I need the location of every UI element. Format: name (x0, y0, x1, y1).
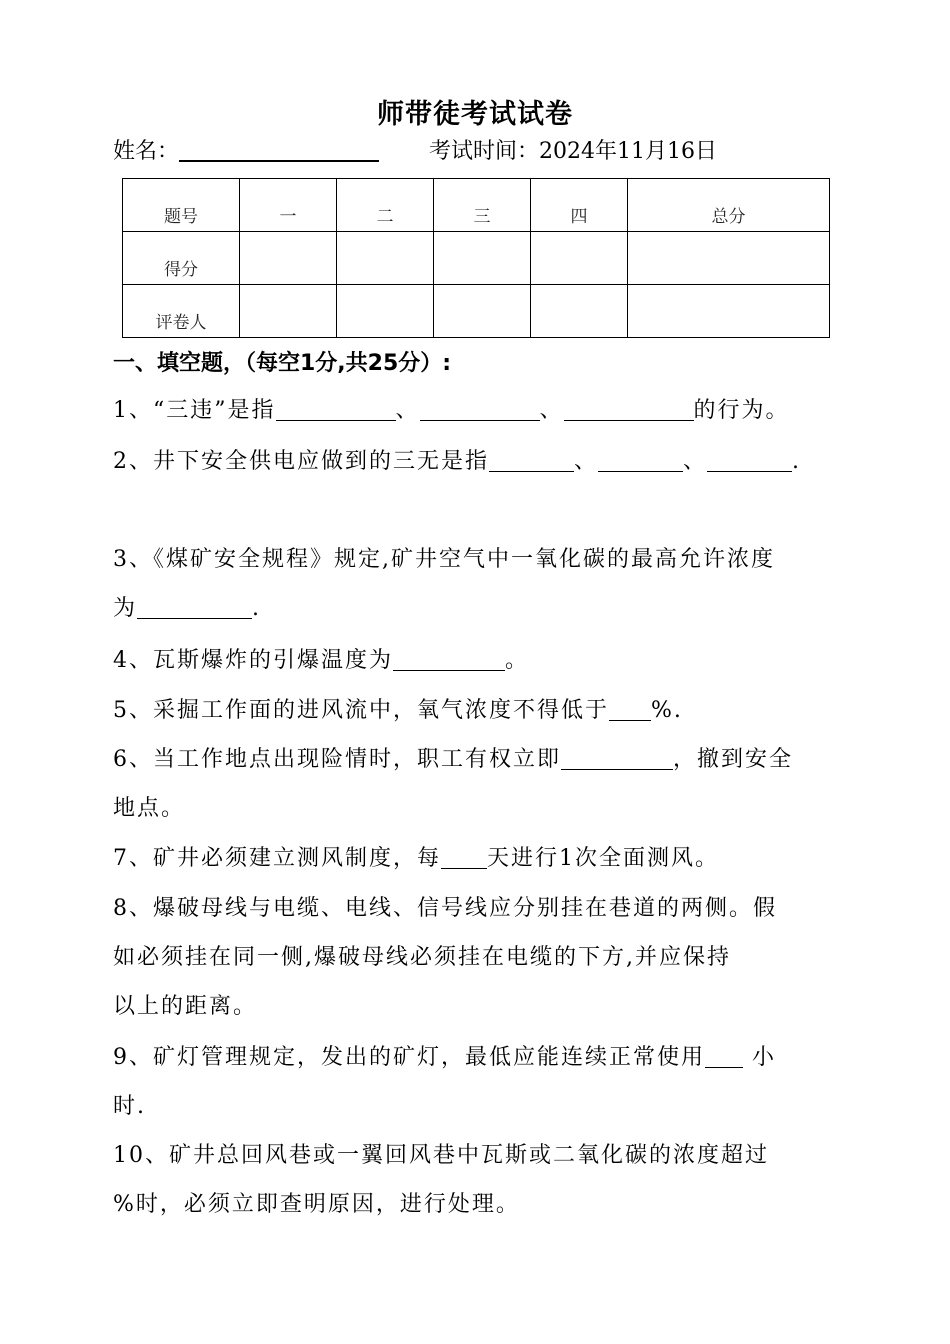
answer-blank (564, 398, 694, 421)
question-text: 地点。 (113, 796, 186, 821)
answer-blank (276, 398, 396, 421)
question-text: 3、《煤矿安全规程》规定,矿井空气中一氧化碳的最高允许浓度 (113, 547, 775, 572)
answer-blank (598, 449, 683, 472)
question-text: 7、矿井必须建立测风制度，每 (113, 846, 441, 871)
question-text: . (252, 596, 262, 621)
table-cell: 总分 (628, 179, 830, 232)
question-text: 、 (395, 398, 420, 423)
table-cell: 得分 (123, 232, 240, 285)
question-text: 9、矿灯管理规定，发出的矿灯，最低应能连续正常使用 (113, 1045, 705, 1070)
table-cell (531, 232, 628, 285)
table-cell (531, 285, 628, 338)
table-cell: 题号 (123, 179, 240, 232)
table-cell (240, 285, 337, 338)
score-table-header-row (123, 179, 830, 232)
page-title: 师带徒考试试卷 (377, 99, 573, 130)
table-cell (240, 232, 337, 285)
answer-blank (609, 698, 651, 721)
name-label: 姓名： (113, 139, 180, 164)
answer-blank (137, 596, 252, 619)
answer-blank (705, 1045, 743, 1068)
table-cell: 一 (240, 179, 337, 232)
answer-blank (420, 398, 540, 421)
question-9 (113, 1033, 843, 1131)
question-6 (113, 735, 843, 833)
question-text: ，撤到安全 (673, 747, 794, 772)
question-2 (113, 437, 843, 486)
answer-blank (489, 449, 574, 472)
question-text: . (792, 449, 802, 474)
question-text: 4、瓦斯爆炸的引爆温度为 (113, 648, 393, 673)
table-cell: 二 (337, 179, 434, 232)
table-cell (434, 232, 531, 285)
question-text: 。 (505, 648, 530, 673)
table-row (123, 285, 830, 338)
table-cell: 评卷人 (123, 285, 240, 338)
question-7 (113, 834, 843, 883)
table-cell (337, 232, 434, 285)
table-cell (434, 285, 531, 338)
question-text: %. (651, 698, 683, 723)
question-text: 小 (743, 1045, 776, 1070)
table-cell: 四 (531, 179, 628, 232)
table-cell (337, 285, 434, 338)
exam-info-line (113, 134, 717, 165)
exam-time-label: 考试时间：2024年11月16日 (429, 139, 717, 164)
question-text: 6、当工作地点出现险情时，职工有权立即 (113, 747, 561, 772)
question-text: 5、采掘工作面的进风流中，氧气浓度不得低于 (113, 698, 609, 723)
question-1 (113, 386, 843, 435)
question-text: 的行为。 (693, 398, 790, 423)
table-cell (628, 285, 830, 338)
question-text: 以上的距离。 (113, 994, 258, 1019)
answer-blank (393, 648, 505, 671)
question-text: 如必须挂在同一侧,爆破母线必须挂在电缆的下方,并应保持 (113, 945, 731, 970)
table-cell: 三 (434, 179, 531, 232)
section-heading: 一、填空题，（每空1分,共25分）: (113, 351, 452, 376)
answer-blank (707, 449, 792, 472)
score-table (122, 178, 830, 338)
question-text: 2、井下安全供电应做到的三无是指 (113, 449, 489, 474)
table-row (123, 232, 830, 285)
table-cell (628, 232, 830, 285)
question-text: 8、爆破母线与电缆、电线、信号线应分别挂在巷道的两侧。假 (113, 896, 777, 921)
question-text: 1、“三违”是指 (113, 398, 276, 423)
question-text: %时，必须立即查明原因，进行处理。 (113, 1192, 520, 1217)
question-text: 、 (539, 398, 564, 423)
name-blank (179, 138, 379, 162)
question-text: 、 (574, 449, 599, 474)
question-text: 10、矿井总回风巷或一翼回风巷中瓦斯或二氧化碳的浓度超过 (113, 1143, 769, 1168)
question-text: 、 (683, 449, 708, 474)
question-3 (113, 535, 843, 633)
question-5 (113, 686, 843, 735)
answer-blank (441, 846, 487, 869)
answer-blank (561, 747, 673, 770)
question-10 (113, 1131, 843, 1229)
question-text: 时. (113, 1094, 146, 1119)
question-4 (113, 636, 843, 685)
question-text: 天进行1次全面测风。 (487, 846, 719, 871)
question-8 (113, 884, 843, 1031)
question-text: 为 (113, 596, 138, 621)
